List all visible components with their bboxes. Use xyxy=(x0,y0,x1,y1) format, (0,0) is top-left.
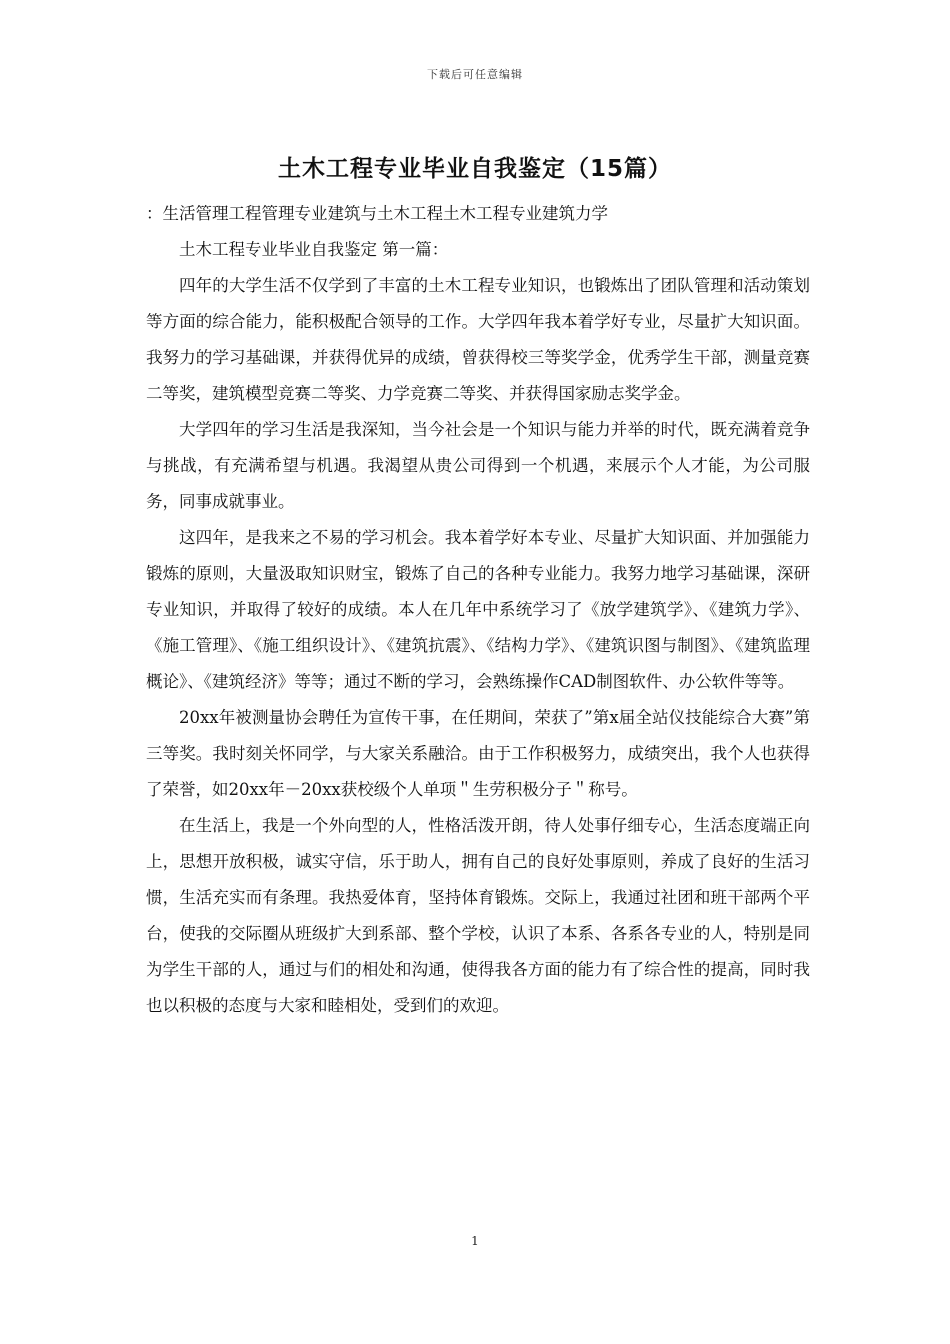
section-subtitle: 土木工程专业毕业自我鉴定 第一篇： xyxy=(179,240,449,259)
paragraph: 20xx年被测量协会聘任为宣传干事，在任期间，荣获了”第x届全站仪技能综合大赛”第三等奖。我时刻关怀同学，与大家关系融洽。由于工作积极努力，成绩突出，我个人也获得了荣誉，如20xx年－20xx获校级个人单项＂生劳积极分子＂称号。 xyxy=(146,708,810,799)
document-body xyxy=(146,196,810,1024)
paragraph: 大学四年的学习生活是我深知，当今社会是一个知识与能力并举的时代，既充满着竞争与挑战，有充满希望与机遇。我渴望从贵公司得到一个机遇，来展示个人才能，为公司服务，同事成就事业。 xyxy=(146,420,810,511)
page-number: 1 xyxy=(471,1234,479,1248)
header-note: 下载后可任意编辑 xyxy=(427,68,523,81)
paragraph: 这四年，是我来之不易的学习机会。我本着学好本专业、尽量扩大知识面、并加强能力锻炼的原则，大量汲取知识财宝，锻炼了自己的各种专业能力。我努力地学习基础课，深研专业知识，并取得了较好的成绩。本人在几年中系统学习了《放学建筑学》、《建筑力学》、《施工管理》、《施工组织设计》、《建筑抗震》、《结构力学》、《建筑识图与制图》、《建筑监理概论》、《建筑经济》等等；通过不断的学习，会熟练操作CAD制图软件、办公软件等等。 xyxy=(146,528,810,691)
paragraph: 四年的大学生活不仅学到了丰富的土木工程专业知识，也锻炼出了团队管理和活动策划等方面的综合能力，能积极配合领导的工作。大学四年我本着学好专业，尽量扩大知识面。我努力的学习基础课，并获得优异的成绩，曾获得校三等奖学金，优秀学生干部，测量竞赛二等奖，建筑模型竞赛二等奖、力学竞赛二等奖、并获得国家励志奖学金。 xyxy=(146,276,810,403)
document-title: 土木工程专业毕业自我鉴定（15篇） xyxy=(277,156,672,182)
keywords-line: ：生活管理工程管理专业建筑与土木工程土木工程专业建筑力学 xyxy=(146,204,608,223)
paragraph: 在生活上，我是一个外向型的人，性格活泼开朗，待人处事仔细专心，生活态度端正向上，思想开放积极，诚实守信，乐于助人，拥有自己的良好处事原则，养成了良好的生活习惯，生活充实而有条理。我热爱体育，坚持体育锻炼。交际上，我通过社团和班干部两个平台，使我的交际圈从班级扩大到系部、整个学校，认识了本系、各系各专业的人，特别是同为学生干部的人，通过与们的相处和沟通，使得我各方面的能力有了综合性的提高，同时我也以积极的态度与大家和睦相处，受到们的欢迎。 xyxy=(146,816,810,1015)
